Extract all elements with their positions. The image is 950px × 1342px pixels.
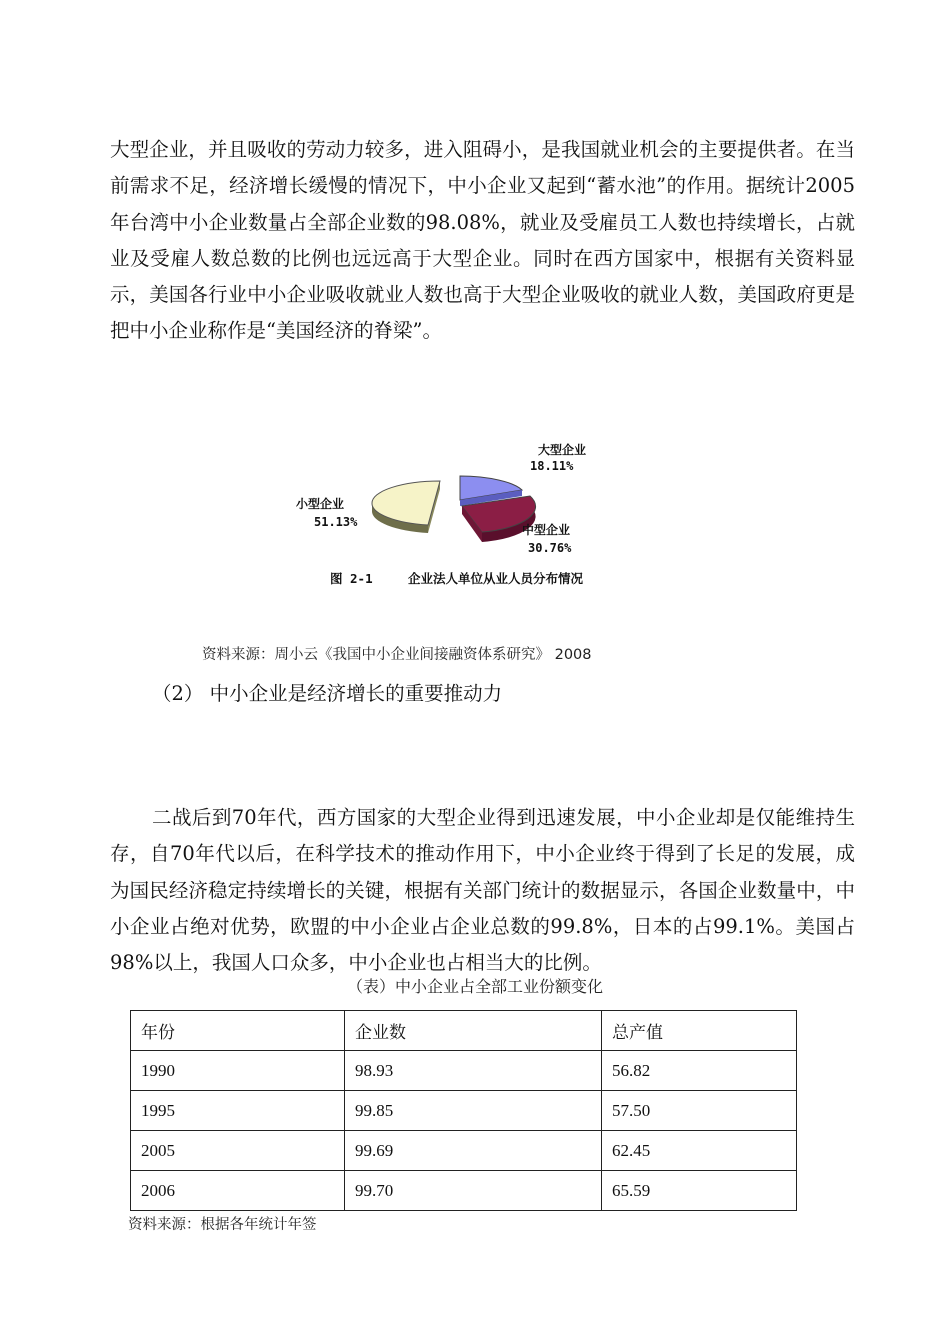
table-source: 资料来源：根据各年统计年签 — [128, 1217, 317, 1233]
cell-output-value: 65.59 — [602, 1171, 797, 1211]
value-medium: 30.76% — [528, 541, 572, 555]
share-table — [130, 1010, 797, 1211]
paragraph-employment: 大型企业，并且吸收的劳动力较多，进入阻碍小，是我国就业机会的主要提供者。在当前需求不足，经济增长缓慢的情况下，中小企业又起到“蓄水池”的作用。据统计2005年台湾中小企业数量占全部企业数的98.08%，就业及受雇员工人数也持续增长，占就业及受雇人数总数的比例也远远高于大型企业。同时在西方国家中，根据有关资料显示，美国各行业中小企业吸收就业人数也高于大型企业吸收的就业人数，美国政府更是把中小企业称作是“美国经济的脊梁”。 — [110, 138, 855, 343]
cell-enterprise-count: 99.69 — [345, 1131, 602, 1171]
table-row — [131, 1131, 797, 1171]
table-header-row — [131, 1011, 797, 1051]
cell-year: 2005 — [131, 1131, 345, 1171]
table-row — [131, 1051, 797, 1091]
cell-enterprise-count: 98.93 — [345, 1051, 602, 1091]
cell-output-value: 62.45 — [602, 1131, 797, 1171]
header-year: 年份 — [131, 1011, 345, 1051]
value-large: 18.11% — [530, 459, 574, 473]
label-large: 大型企业 — [538, 443, 587, 457]
header-enterprise-count: 企业数 — [345, 1011, 602, 1051]
cell-enterprise-count: 99.70 — [345, 1171, 602, 1211]
label-small: 小型企业 — [296, 497, 345, 511]
cell-year: 1990 — [131, 1051, 345, 1091]
value-small: 51.13% — [314, 515, 358, 529]
cell-year: 1995 — [131, 1091, 345, 1131]
figure-caption-text: 企业法人单位从业人员分布情况 — [408, 571, 584, 586]
section-heading: （2） 中小企业是经济增长的重要推动力 — [152, 682, 503, 705]
cell-output-value: 57.50 — [602, 1091, 797, 1131]
label-medium: 中型企业 — [522, 523, 571, 537]
figure-source: 资料来源：周小云《我国中小企业间接融资体系研究》 2008 — [202, 647, 592, 663]
table-row — [131, 1091, 797, 1131]
pie-slice-small — [372, 481, 440, 533]
table-title: （表）中小企业占全部工业份额变化 — [346, 977, 603, 996]
cell-enterprise-count: 99.85 — [345, 1091, 602, 1131]
cell-output-value: 56.82 — [602, 1051, 797, 1091]
pie-chart-figure — [290, 438, 660, 598]
table-row — [131, 1171, 797, 1211]
header-output-value: 总产值 — [602, 1011, 797, 1051]
paragraph-growth: 二战后到70年代，西方国家的大型企业得到迅速发展，中小企业却是仅能维持生存，自70年代以后，在科学技术的推动作用下，中小企业终于得到了长足的发展，成为国民经济稳定持续增长的关键，根据有关部门统计的数据显示，各国企业数量中，中小企业占绝对优势，欧盟的中小企业占企业总数的99.8%，日本的占99.1%。美国占98%以上，我国人口众多，中小企业也占相当大的比例。 — [110, 806, 855, 975]
cell-year: 2006 — [131, 1171, 345, 1211]
figure-caption-number: 图 2-1 — [330, 571, 373, 586]
